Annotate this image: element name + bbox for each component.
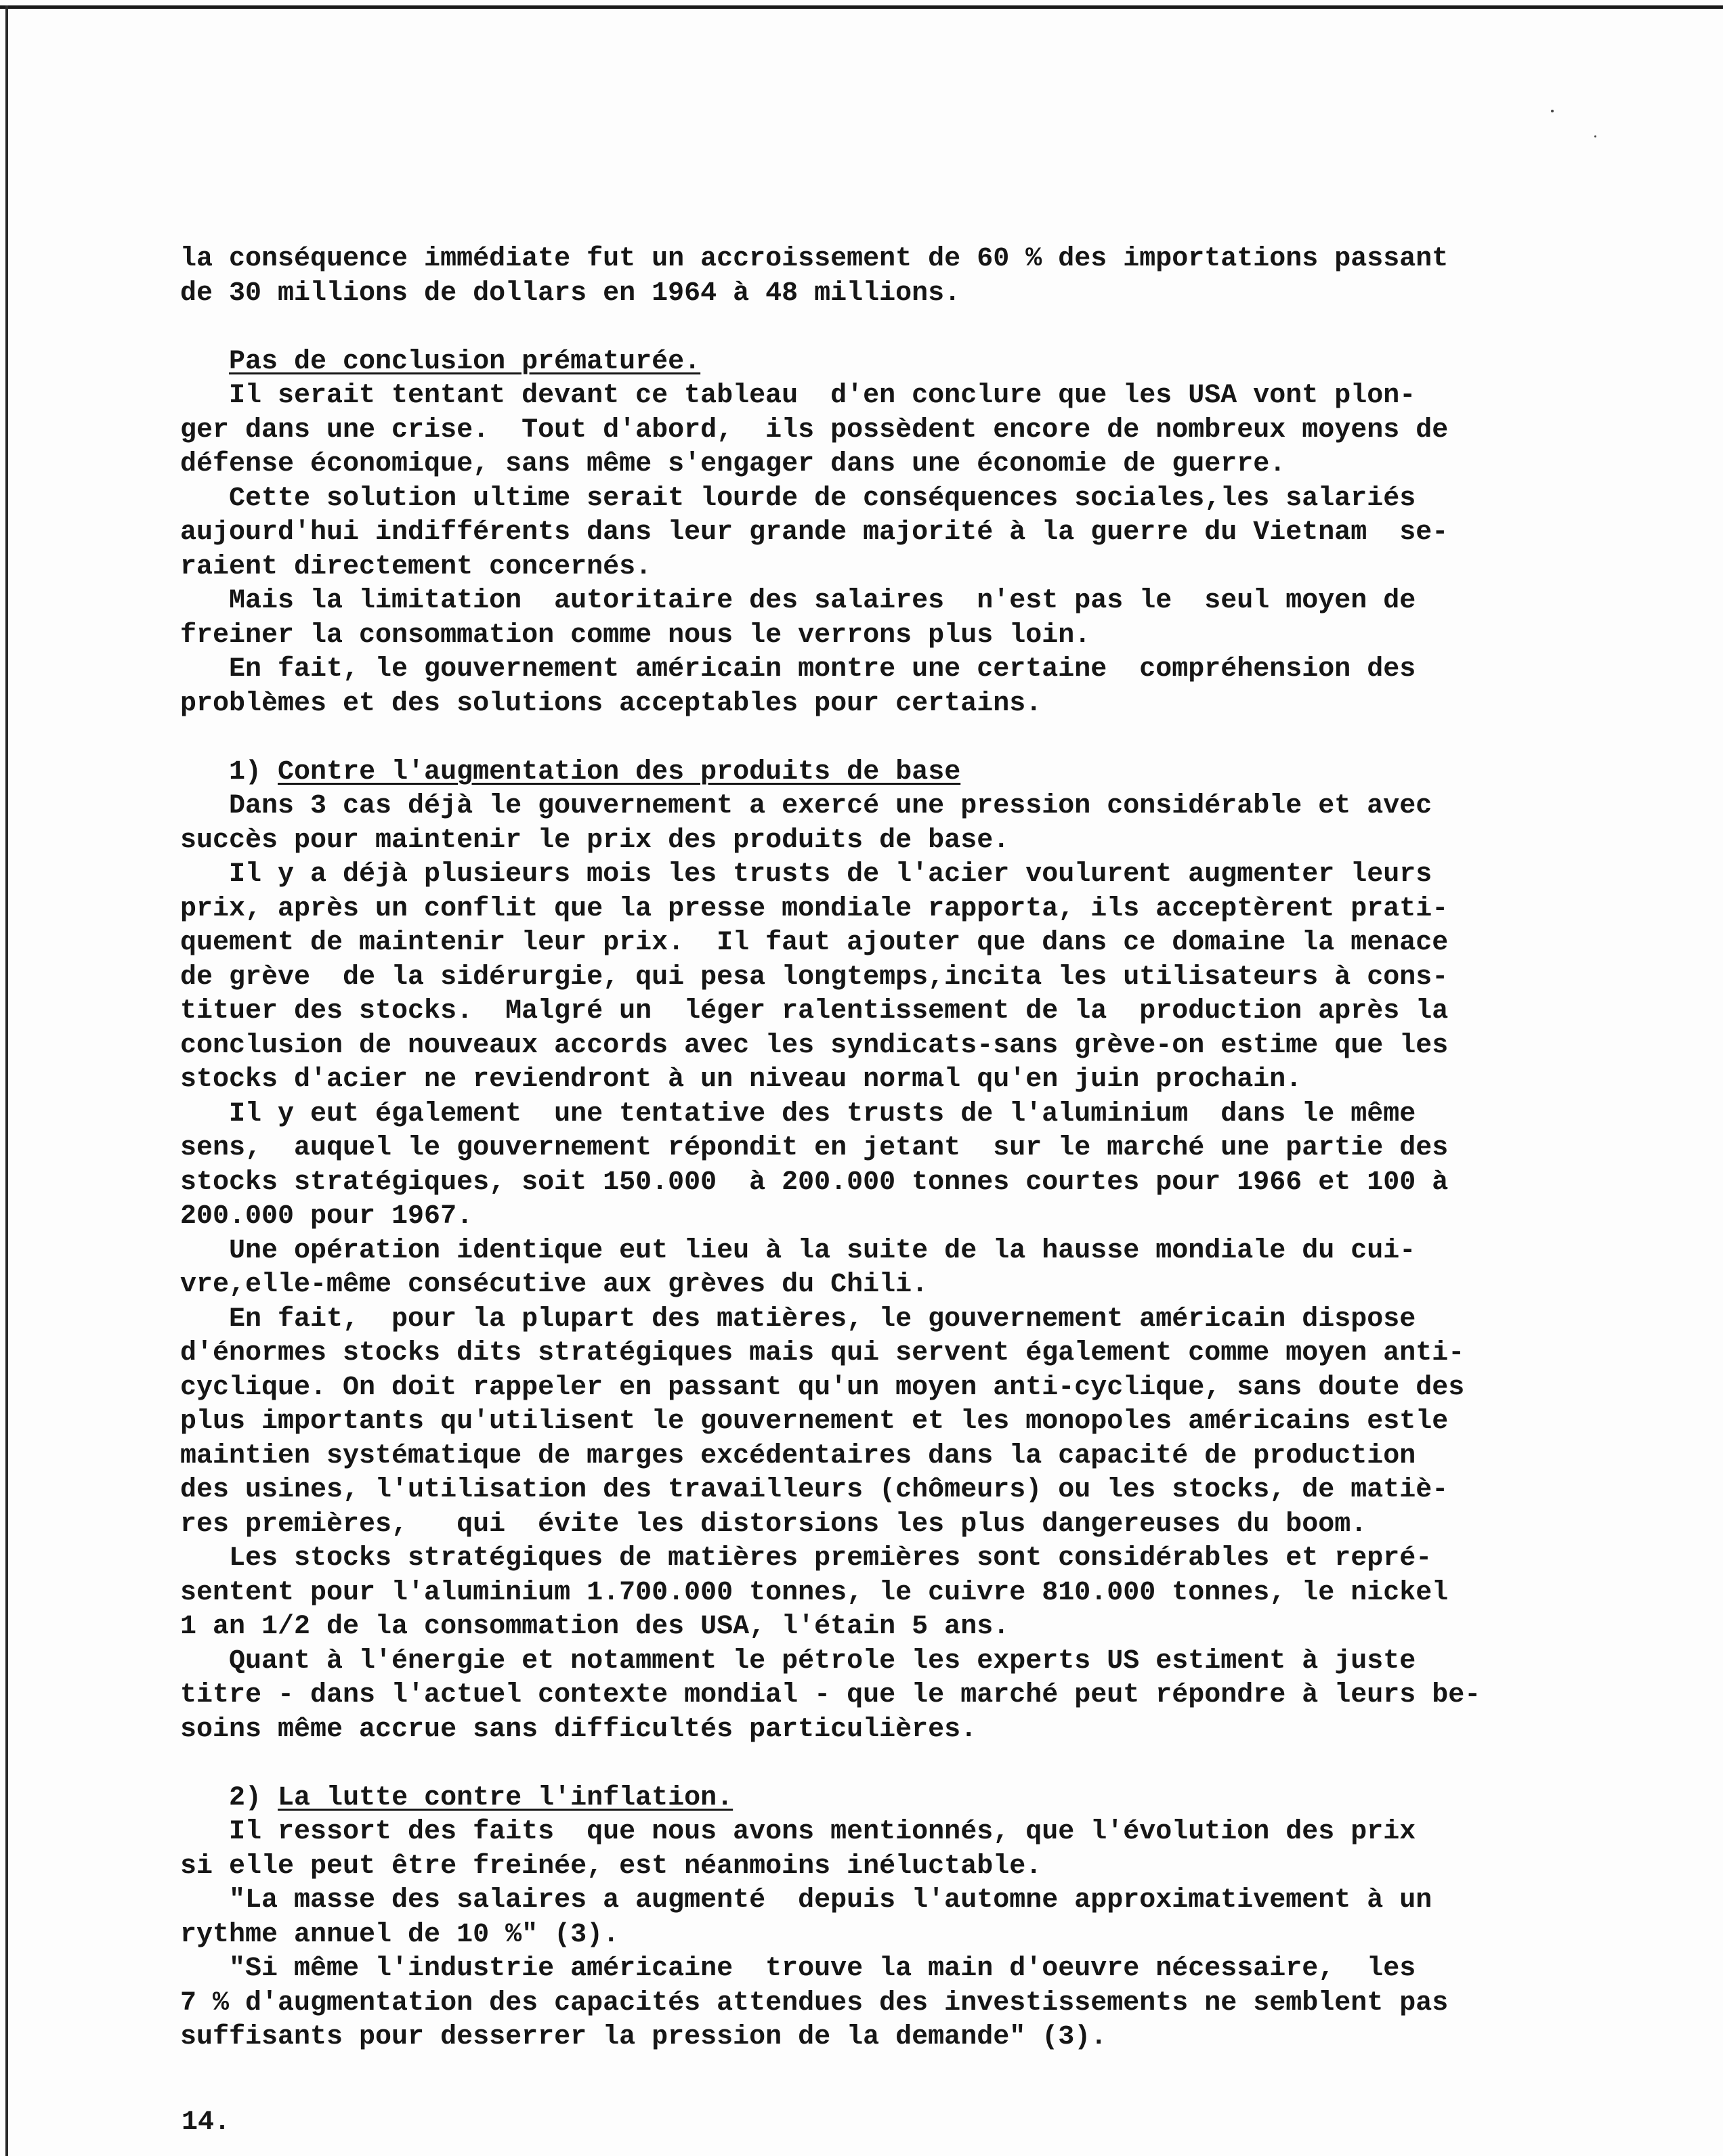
text-line: ger dans une crise. Tout d'abord, ils possèdent encore de nombreux moyens de	[180, 414, 1449, 446]
text-line: défense économique, sans même s'engager dans une économie de guerre.	[180, 449, 1286, 479]
section-heading: Contre l'augmentation des produits de base	[278, 756, 961, 788]
text-line: stocks d'acier ne reviendront à un niveau normal qu'en juin prochain.	[180, 1064, 1302, 1095]
text-line: Il serait tentant devant ce tableau d'en conclure que les USA vont plon-	[180, 381, 1416, 411]
text-line: si elle peut être freinée, est néanmoins inéluctable.	[180, 1851, 1042, 1882]
scan-top-edge	[0, 5, 1723, 9]
scan-speck	[1551, 110, 1554, 112]
text-line: quement de maintenir leur prix. Il faut ajouter que dans ce domaine la menace	[180, 928, 1449, 958]
section-lutte-inflation	[180, 1782, 1521, 2055]
text-line: Les stocks stratégiques de matières premières sont considérables et repré-	[180, 1543, 1432, 1574]
text-line: prix, après un conflit que la presse mondiale rapporta, ils acceptèrent prati-	[180, 893, 1449, 924]
text-line: la conséquence immédiate fut un accroissement de 60 % des importations passant	[180, 244, 1449, 274]
text-line: "La masse des salaires a augmenté depuis l'automne approximativement à un	[180, 1885, 1432, 1916]
text-line: Dans 3 cas déjà le gouvernement a exercé une pression considérable et avec	[180, 791, 1432, 821]
text-line: tituer des stocks. Malgré un léger ralentissement de la production après la	[180, 996, 1449, 1027]
text-line: En fait, le gouvernement américain montre une certaine compréhension des	[180, 654, 1416, 685]
text-line: Quant à l'énergie et notamment le pétrole les experts US estiment à juste	[180, 1645, 1416, 1677]
text-line: Mais la limitation autoritaire des salaires n'est pas le seul moyen de	[180, 586, 1416, 616]
text-line: stocks stratégiques, soit 150.000 à 200.000 tonnes courtes pour 1966 et 100 à	[180, 1167, 1449, 1198]
text-line: des usines, l'utilisation des travailleurs (chômeurs) ou les stocks, de matiè-	[180, 1475, 1449, 1505]
text-line: vre,elle-même consécutive aux grèves du Chili.	[180, 1270, 929, 1300]
scan-speck	[1594, 135, 1596, 137]
section-heading-line	[180, 1782, 1521, 1816]
text-line: de 30 millions de dollars en 1964 à 48 millions.	[180, 278, 961, 309]
text-line: "Si même l'industrie américaine trouve la main d'oeuvre nécessaire, les	[180, 1954, 1416, 1984]
scan-left-edge	[5, 5, 8, 2156]
blank-line	[180, 311, 1521, 345]
text-line: conclusion de nouveaux accords avec les syndicats-sans grève-on estime que les	[180, 1030, 1449, 1061]
blank-line	[180, 1747, 1521, 1782]
page-number: 14.	[182, 2107, 231, 2138]
text-line: Il y a déjà plusieurs mois les trusts de l'acier voulurent augmenter leurs	[180, 859, 1432, 890]
text-line: de grève de la sidérurgie, qui pesa longtemps,incita les utilisateurs à cons-	[180, 962, 1449, 993]
paragraph-intro	[180, 242, 1521, 311]
section-produits-de-base	[180, 756, 1521, 1748]
text-line: sens, auquel le gouvernement répondit en jetant sur le marché une partie des	[180, 1133, 1449, 1163]
text-line: 1 an 1/2 de la consommation des USA, l'étain 5 ans.	[180, 1612, 1010, 1642]
text-line: aujourd'hui indifférents dans leur grande majorité à la guerre du Vietnam se-	[180, 517, 1449, 548]
section-heading-line	[180, 345, 1521, 380]
section-heading-line	[180, 756, 1521, 790]
section-pas-de-conclusion	[180, 345, 1521, 722]
text-line: 7 % d'augmentation des capacités attendues des investissements ne semblent pas	[180, 1987, 1449, 2019]
text-line: d'énormes stocks dits stratégiques mais qui servent également comme moyen anti-	[180, 1338, 1465, 1368]
text-line: soins même accrue sans difficultés particulières.	[180, 1714, 977, 1745]
text-line: cyclique. On doit rappeler en passant qu'un moyen anti-cyclique, sans doute des	[180, 1372, 1465, 1403]
text-line: Une opération identique eut lieu à la suite de la hausse mondiale du cui-	[180, 1235, 1416, 1266]
text-line: res premières, qui évite les distorsions les plus dangereuses du boom.	[180, 1509, 1367, 1540]
text-line: maintien systématique de marges excédentaires dans la capacité de production	[180, 1440, 1416, 1471]
section-heading: Pas de conclusion prématurée.	[229, 346, 701, 377]
text-line: sentent pour l'aluminium 1.700.000 tonnes, le cuivre 810.000 tonnes, le nickel	[180, 1577, 1449, 1608]
text-line: raient directement concernés.	[180, 551, 652, 582]
text-line: problèmes et des solutions acceptables pour certains.	[180, 688, 1042, 719]
text-line: Il y eut également une tentative des trusts de l'aluminium dans le même	[180, 1098, 1416, 1129]
section-heading: La lutte contre l'inflation.	[278, 1782, 733, 1813]
text-line: Cette solution ultime serait lourde de conséquences sociales,les salariés	[180, 483, 1416, 514]
text-line: titre - dans l'actuel contexte mondial - que le marché peut répondre à leurs be-	[180, 1680, 1481, 1710]
text-line: plus importants qu'utilisent le gouvernement et les monopoles américains estle	[180, 1406, 1449, 1437]
text-line: succès pour maintenir le prix des produits de base.	[180, 825, 1010, 856]
text-line: 200.000 pour 1967.	[180, 1201, 473, 1232]
text-line: En fait, pour la plupart des matières, le gouvernement américain dispose	[180, 1303, 1416, 1335]
blank-line	[180, 721, 1521, 756]
text-line: freiner la consommation comme nous le verrons plus loin.	[180, 620, 1091, 651]
section-number: 2)	[229, 1782, 262, 1813]
text-line: rythme annuel de 10 %" (3).	[180, 1919, 620, 1950]
section-number: 1)	[229, 756, 262, 788]
document-body	[180, 242, 1521, 2055]
text-line: suffisants pour desserrer la pression de la demande" (3).	[180, 2022, 1107, 2052]
text-line: Il ressort des faits que nous avons mentionnés, que l'évolution des prix	[180, 1817, 1416, 1847]
